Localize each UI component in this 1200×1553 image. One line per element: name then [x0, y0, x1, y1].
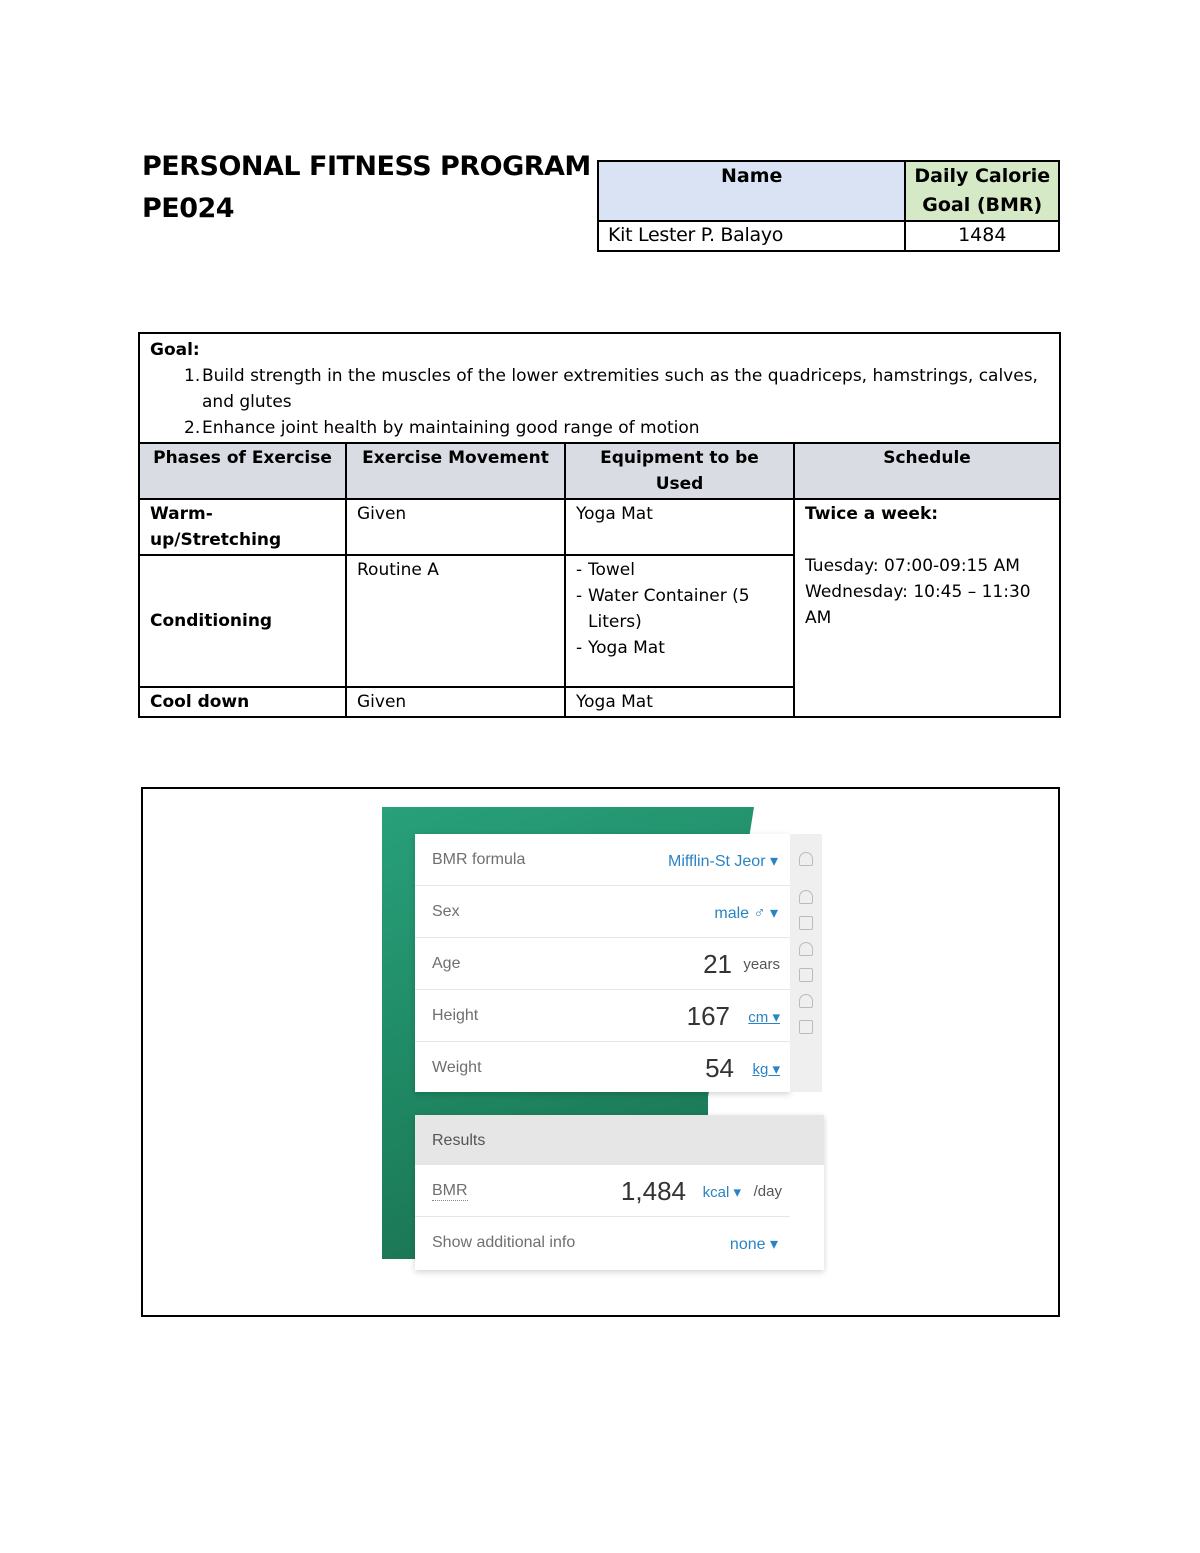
lock-icon[interactable] — [799, 852, 813, 866]
save-icon[interactable] — [799, 1020, 813, 1034]
bmr-per-day: /day — [753, 1183, 782, 1200]
name-header: Name — [598, 161, 905, 221]
calorie-header-line-2: Goal (BMR) — [922, 194, 1043, 216]
formula-row[interactable] — [415, 834, 790, 886]
lock-icon[interactable] — [799, 890, 813, 904]
movement-cooldown: Given — [346, 687, 565, 717]
age-unit: years — [743, 956, 780, 973]
goal-item — [184, 363, 1049, 415]
lock-save-sidebar — [790, 834, 822, 1092]
calorie-header-line-1: Daily Calorie — [914, 165, 1051, 187]
height-label: Height — [432, 1007, 479, 1024]
goal-text: Build strength in the muscles of the lower extremities such as the quadriceps, hamstrings, calves, and glutes — [202, 366, 1038, 412]
equipment-text: Towel — [588, 560, 635, 580]
table-row — [139, 499, 1060, 555]
height-row — [415, 990, 790, 1042]
goal-text: Enhance joint health by maintaining good range of motion — [202, 418, 700, 438]
program-table — [138, 332, 1061, 718]
info-select[interactable]: none ▾ — [729, 1236, 778, 1253]
bmr-label: BMR — [432, 1182, 468, 1199]
formula-select[interactable]: Mifflin-St Jeor ▾ — [668, 853, 778, 870]
formula-label: BMR formula — [432, 851, 526, 868]
goal-label: Goal: — [150, 340, 200, 360]
goal-item — [184, 415, 1049, 441]
sex-select[interactable]: male ♂ ▾ — [714, 905, 778, 922]
age-row — [415, 938, 790, 990]
weight-unit-select[interactable]: kg ▾ — [752, 1061, 780, 1078]
info-row[interactable] — [415, 1217, 790, 1269]
phase-conditioning: Conditioning — [139, 555, 346, 687]
name-value: Kit Lester P. Balayo — [598, 221, 905, 251]
header-phases: Phases of Exercise — [139, 443, 346, 499]
sex-label: Sex — [432, 903, 460, 920]
results-label: Results — [432, 1132, 486, 1149]
schedule-wednesday: Wednesday: 10:45 – 11:30 AM — [805, 582, 1031, 628]
goal-cell — [139, 333, 1060, 443]
phase-cooldown: Cool down — [139, 687, 346, 717]
phase-warmup: Warm-up/Stretching — [139, 499, 346, 555]
height-unit-select[interactable]: cm ▾ — [748, 1009, 780, 1026]
lock-icon[interactable] — [799, 942, 813, 956]
calorie-goal-header — [905, 161, 1059, 221]
header-movement: Exercise Movement — [346, 443, 565, 499]
bmr-value: 1,484 — [620, 1176, 686, 1206]
movement-conditioning: Routine A — [346, 555, 565, 687]
title-line-2: PE024 — [142, 193, 235, 224]
equipment-cooldown: Yoga Mat — [565, 687, 794, 717]
header-equipment: Equipment to be Used — [565, 443, 794, 499]
schedule-title: Twice a week: — [805, 504, 939, 524]
sex-row[interactable] — [415, 886, 790, 938]
save-icon[interactable] — [799, 968, 813, 982]
equipment-item: - Yoga Mat — [576, 638, 665, 658]
weight-label: Weight — [432, 1059, 482, 1076]
weight-input[interactable]: 54 — [705, 1053, 734, 1083]
goal-number: 2. — [184, 418, 201, 438]
equipment-text: Yoga Mat — [588, 638, 665, 658]
equipment-item: - Water Container (5 Liters) — [576, 586, 750, 632]
title-line-1: PERSONAL FITNESS PROGRAM — [142, 151, 591, 182]
equipment-item: - Towel — [576, 560, 635, 580]
bmr-row — [415, 1165, 790, 1217]
equipment-conditioning — [565, 555, 794, 687]
info-label: Show additional info — [432, 1234, 576, 1251]
name-table — [597, 160, 1060, 252]
schedule-tuesday: Tuesday: 07:00-09:15 AM — [805, 556, 1020, 576]
goal-list — [150, 363, 1049, 441]
save-icon[interactable] — [799, 916, 813, 930]
age-input[interactable]: 21 — [703, 949, 732, 979]
age-label: Age — [432, 955, 461, 972]
schedule-cell — [794, 499, 1060, 717]
document-title — [142, 146, 591, 230]
bmr-unit-select[interactable]: kcal ▾ — [702, 1184, 741, 1201]
lock-icon[interactable] — [799, 994, 813, 1008]
input-card — [415, 834, 790, 1092]
equipment-warmup: Yoga Mat — [565, 499, 794, 555]
equipment-text: Water Container (5 Liters) — [588, 586, 750, 632]
results-header — [415, 1115, 824, 1165]
header-schedule: Schedule — [794, 443, 1060, 499]
calorie-goal-value: 1484 — [905, 221, 1059, 251]
results-card — [415, 1115, 824, 1270]
height-input[interactable]: 167 — [686, 1001, 730, 1031]
goal-number: 1. — [184, 366, 201, 386]
weight-row — [415, 1042, 790, 1094]
movement-warmup: Given — [346, 499, 565, 555]
bmr-calculator-screenshot — [382, 807, 828, 1293]
